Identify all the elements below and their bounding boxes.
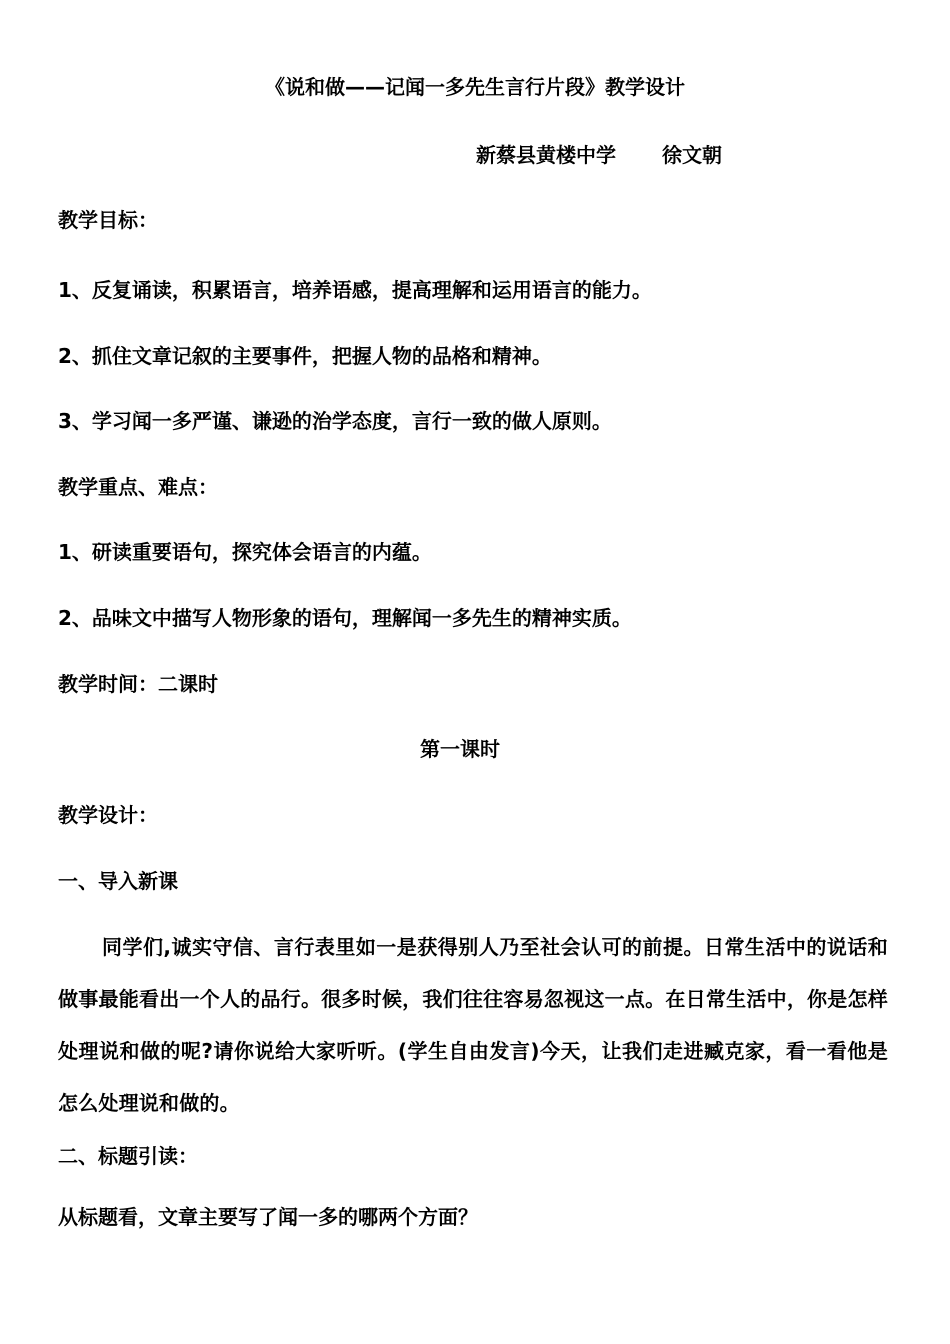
objectives-heading: 教学目标： (58, 208, 158, 232)
objective-item: 2、抓住文章记叙的主要事件，把握人物的品格和精神。 (58, 344, 552, 368)
objective-item: 1、反复诵读，积累语言，培养语感，提高理解和运用语言的能力。 (58, 278, 652, 302)
document-title: 《说和做——记闻一多先生言行片段》教学设计 (265, 75, 685, 99)
design-heading: 教学设计： (58, 803, 158, 827)
lesson-heading: 第一课时 (420, 737, 500, 761)
objective-item: 3、学习闻一多严谨、谦逊的治学态度，言行一致的做人原则。 (58, 409, 612, 433)
key-point-item: 2、品味文中描写人物形象的语句，理解闻一多先生的精神实质。 (58, 606, 632, 630)
author-name: 徐文朝 (662, 143, 722, 167)
author-school: 新蔡县黄楼中学 (476, 143, 616, 167)
author-line (476, 143, 722, 167)
section-question: 从标题看，文章主要写了闻一多的哪两个方面？ (58, 1205, 478, 1229)
intro-paragraph: 同学们,诚实守信、言行表里如一是获得别人乃至社会认可的前提。日常生活中的说话和做事最能看出一个人的品行。很多时候，我们往往容易忽视这一点。在日常生活中，你是怎样处理说和做的呢?请你说给大家听听。(学生自由发言)今天，让我们走进臧克家，看一看他是怎么处理说和做的。 (58, 935, 888, 1115)
teaching-time: 教学时间：二课时 (58, 672, 218, 696)
section-heading: 二、标题引读： (58, 1144, 198, 1168)
key-points-heading: 教学重点、难点： (58, 475, 218, 499)
section-heading: 一、导入新课 (58, 869, 178, 893)
key-point-item: 1、研读重要语句，探究体会语言的内蕴。 (58, 540, 432, 564)
